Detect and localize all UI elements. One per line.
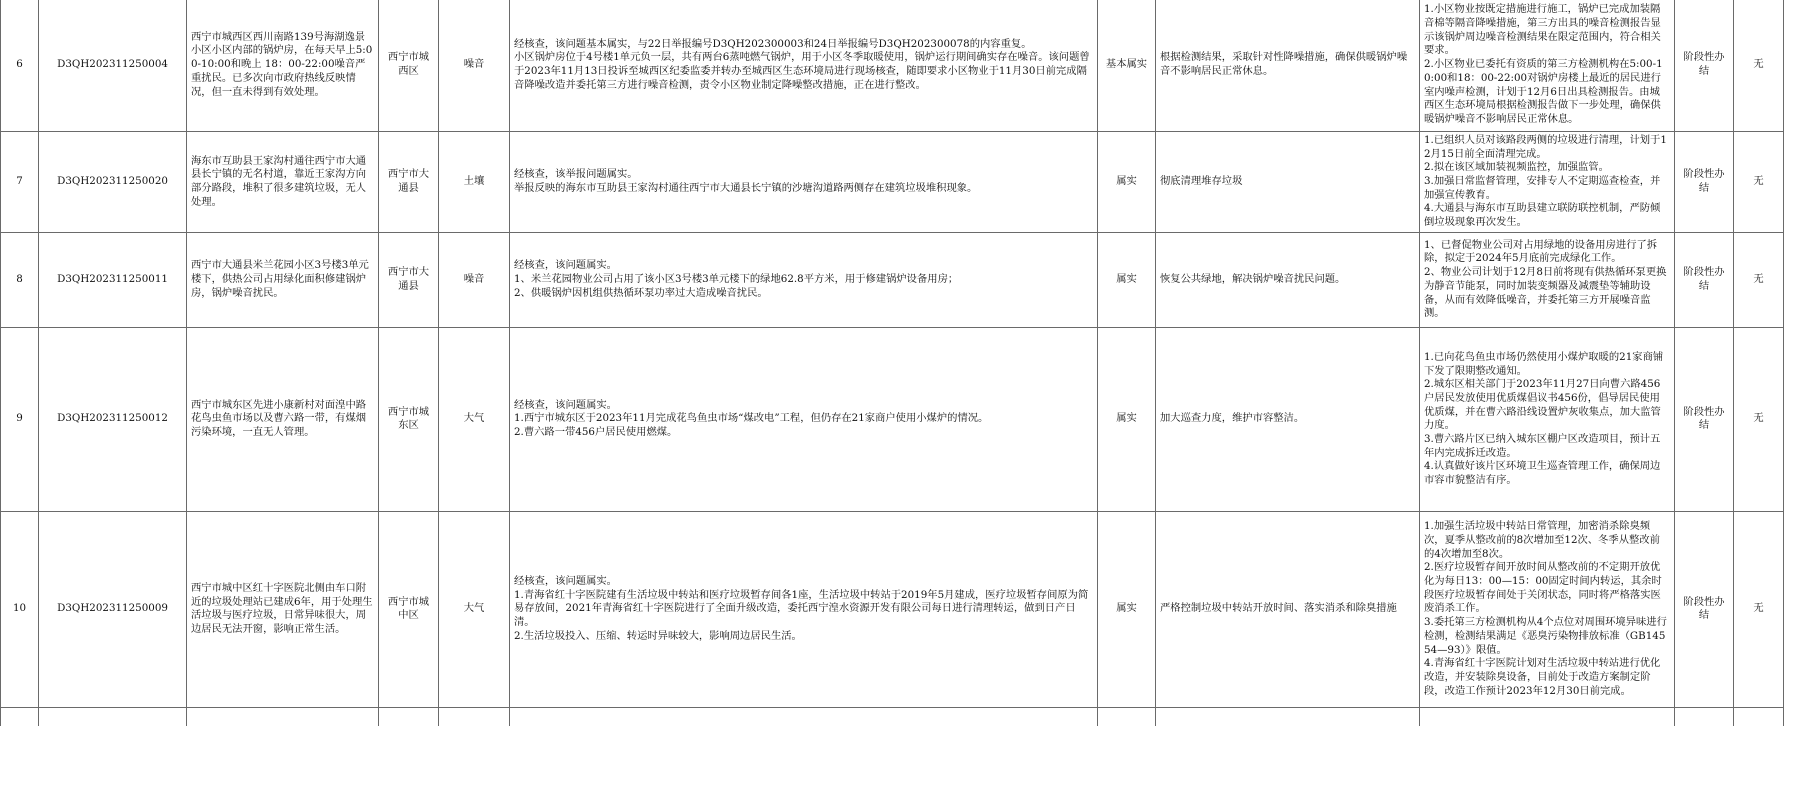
row-number-cell: 7 — [1, 132, 39, 233]
row-number-cell: 8 — [1, 232, 39, 327]
row-number-cell: 6 — [1, 0, 39, 132]
verdict-cell: 属实 — [1098, 511, 1156, 707]
complaint-code-cell: D3QH202311250009 — [39, 511, 187, 707]
administrative-area-cell: 西宁市城西区 — [379, 0, 439, 132]
complaint-code-cell: D3QH202311250012 — [39, 327, 187, 511]
administrative-area-cell: 西宁市大通县 — [379, 232, 439, 327]
row-number-cell: 9 — [1, 327, 39, 511]
table-row-partial — [1, 707, 1784, 726]
rectification-goal-cell: 加大巡查力度，维护市容整洁。 — [1156, 327, 1420, 511]
rectification-goal-cell: 根据检测结果，采取针对性降噪措施，确保供暖锅炉噪音不影响居民正常休息。 — [1156, 0, 1420, 132]
rectification-measures-cell: 1.小区物业按既定措施进行施工，锅炉已完成加装隔音棉等隔音降噪措施，第三方出具的噪音检测报告显示该锅炉周边噪音检测结果在限定范围内，符合相关要求。 2.小区物业已委托有资质的第三方检测机构在5:00-10:00和18：00-22:00对锅炉房楼上最近的居民进行室内噪声检测，计划于12月6日出具检测报告。由城西区生态环境局根据检测报告做下一步处理，确保供暖锅炉噪音不影响居民正常休息。 — [1420, 0, 1675, 132]
verdict-cell: 属实 — [1098, 327, 1156, 511]
handling-status-cell: 阶段性办结 — [1675, 232, 1734, 327]
investigation-result-cell: 经核查，该举报问题属实。 举报反映的海东市互助县王家沟村通往西宁市大通县长宁镇的沙塘沟道路两侧存在建筑垃圾堆积现象。 — [510, 132, 1098, 233]
accountability-cell: 无 — [1734, 232, 1784, 327]
accountability-cell: 无 — [1734, 132, 1784, 233]
complaint-content-cell: 西宁市大通县米兰花园小区3号楼3单元楼下，供热公司占用绿化面积修建锅炉房，锅炉噪音扰民。 — [187, 232, 379, 327]
rectification-goal-cell: 彻底清理堆存垃圾 — [1156, 132, 1420, 233]
complaint-content-cell: 海东市互助县王家沟村通往西宁市大通县长宁镇的无名村道，靠近王家沟方向部分路段，堆积了很多建筑垃圾，无人处理。 — [187, 132, 379, 233]
verdict-cell: 属实 — [1098, 232, 1156, 327]
accountability-cell: 无 — [1734, 511, 1784, 707]
table-row — [1, 327, 1784, 511]
row-number-cell: 10 — [1, 511, 39, 707]
complaint-content-cell: 西宁市城东区先进小康新村对面湟中路花鸟虫鱼市场以及曹六路一带，有煤烟污染环境，一直无人管理。 — [187, 327, 379, 511]
investigation-result-cell: 经核查，该问题基本属实，与22日举报编号D3QH202300003和24日举报编号D3QH202300078的内容重复。 小区锅炉房位于4号楼1单元负一层，共有两台6蒸吨燃气锅炉，用于小区冬季取暖使用，锅炉运行期间确实存在噪音。该问题曾于2023年11月13日投诉至城西区纪委监委并转办至城西区生态环境局进行现场核查，随即要求小区物业于11月30日前完成隔音降噪改造并委托第三方进行噪音检测，责令小区物业制定降噪整改措施，正在进行整改。 — [510, 0, 1098, 132]
table-body — [1, 0, 1784, 707]
pollution-type-cell: 大气 — [439, 327, 510, 511]
table-row — [1, 132, 1784, 233]
rectification-measures-cell: 1.已向花鸟鱼虫市场仍然使用小煤炉取暖的21家商铺下发了限期整改通知。 2.城东区相关部门于2023年11月27日向曹六路456户居民发放使用优质煤倡议书456份，倡导居民使用优质煤，并在曹六路沿线设置炉灰收集点，加大监管力度。 3.曹六路片区已纳入城东区棚户区改造项目，预计五年内完成拆迁改造。 4.认真做好该片区环境卫生巡查管理工作，确保周边市容市貌整洁有序。 — [1420, 327, 1675, 511]
handling-status-cell: 阶段性办结 — [1675, 132, 1734, 233]
verdict-cell: 基本属实 — [1098, 0, 1156, 132]
table-row — [1, 511, 1784, 707]
rectification-goal-cell: 恢复公共绿地，解决锅炉噪音扰民问题。 — [1156, 232, 1420, 327]
investigation-result-cell: 经核查，该问题属实。 1.西宁市城东区于2023年11月完成花鸟鱼虫市场“煤改电”工程，但仍存在21家商户使用小煤炉的情况。 2.曹六路一带456户居民使用燃煤。 — [510, 327, 1098, 511]
handling-status-cell: 阶段性办结 — [1675, 327, 1734, 511]
handling-status-cell: 阶段性办结 — [1675, 511, 1734, 707]
accountability-cell: 无 — [1734, 327, 1784, 511]
rectification-goal-cell: 严格控制垃圾中转站开放时间、落实消杀和除臭措施 — [1156, 511, 1420, 707]
pollution-type-cell: 土壤 — [439, 132, 510, 233]
rectification-measures-cell: 1、已督促物业公司对占用绿地的设备用房进行了拆除，拟定于2024年5月底前完成绿化工作。 2、物业公司计划于12月8日前将现有供热循环泵更换为静音节能泵，同时加装变频器及减震垫等辅助设备，从而有效降低噪音，并委托第三方开展噪音监测。 — [1420, 232, 1675, 327]
table-row — [1, 232, 1784, 327]
investigation-result-cell: 经核查，该问题属实。 1.青海省红十字医院建有生活垃圾中转站和医疗垃圾暂存间各1座，生活垃圾中转站于2019年5月建成，医疗垃圾暂存间原为简易存放间，2021年青海省红十字医院进行了全面升级改造，委托西宁湟水资源开发有限公司每日进行清理转运，做到日产日清。 2.生活垃圾投入、压缩、转运时异味较大，影响周边居民生活。 — [510, 511, 1098, 707]
verdict-cell: 属实 — [1098, 132, 1156, 233]
complaint-code-cell: D3QH202311250011 — [39, 232, 187, 327]
rectification-measures-cell: 1.加强生活垃圾中转站日常管理，加密消杀除臭频次，夏季从整改前的8次增加至12次、冬季从整改前的4次增加至8次。 2.医疗垃圾暂存间开放时间从整改前的不定期开放优化为每日13：00—15：00固定时间内转运，其余时段医疗垃圾暂存间处于关闭状态，同时将严格落实医废消杀工作。 3.委托第三方检测机构从4个点位对周围环境异味进行检测，检测结果满足《恶臭污染物排放标准（GB14554—93）》限值。 4.青海省红十字医院计划对生活垃圾中转站进行优化改造，并安装除臭设备，目前处于改造方案制定阶段，改造工作预计2023年12月30日前完成。 — [1420, 511, 1675, 707]
administrative-area-cell: 西宁市大通县 — [379, 132, 439, 233]
complaint-code-cell: D3QH202311250020 — [39, 132, 187, 233]
investigation-result-cell: 经核查，该问题属实。 1、米兰花园物业公司占用了该小区3号楼3单元楼下的绿地62.8平方米，用于修建锅炉设备用房； 2、供暖锅炉因机组供热循环泵功率过大造成噪音扰民。 — [510, 232, 1098, 327]
pollution-type-cell: 噪音 — [439, 232, 510, 327]
administrative-area-cell: 西宁市城东区 — [379, 327, 439, 511]
pollution-type-cell: 噪音 — [439, 0, 510, 132]
complaint-content-cell: 西宁市城中区红十字医院北侧由车口附近的垃圾处理站已建成6年，用于处理生活垃圾与医疗垃圾，日常异味很大，周边居民无法开窗，影响正常生活。 — [187, 511, 379, 707]
handling-status-cell: 阶段性办结 — [1675, 0, 1734, 132]
administrative-area-cell: 西宁市城中区 — [379, 511, 439, 707]
complaint-code-cell: D3QH202311250004 — [39, 0, 187, 132]
table-row — [1, 0, 1784, 132]
complaint-content-cell: 西宁市城西区西川南路139号海湖逸景小区小区内部的锅炉房，在每天早上5:00-10:00和晚上 18：00-22:00噪音严重扰民。已多次向市政府热线反映情况，但一直未得到有效处理。 — [187, 0, 379, 132]
rectification-measures-cell: 1.已组织人员对该路段两侧的垃圾进行清理，计划于12月15日前全面清理完成。 2.拟在该区域加装视频监控，加强监管。 3.加强日常监督管理，安排专人不定期巡查检查，并加强宣传教育。 4.大通县与海东市互助县建立联防联控机制，严防倾倒垃圾现象再次发生。 — [1420, 132, 1675, 233]
pollution-type-cell: 大气 — [439, 511, 510, 707]
accountability-cell: 无 — [1734, 0, 1784, 132]
